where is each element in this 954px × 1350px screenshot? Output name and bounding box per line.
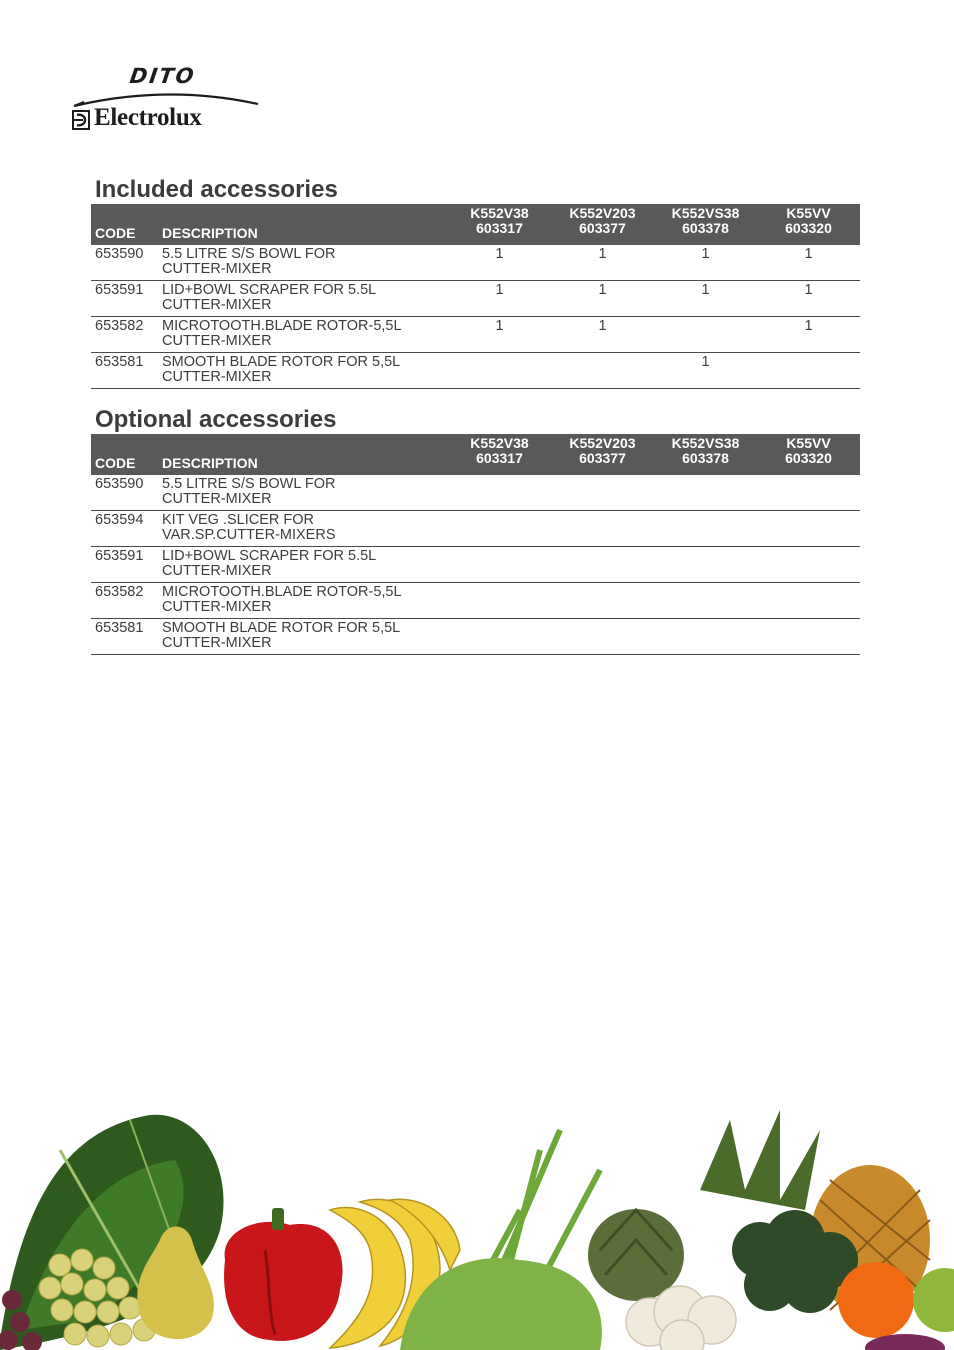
electrolux-wordmark: Electrolux	[94, 104, 202, 131]
cell-quantity	[654, 511, 757, 547]
column-header-code: CODE	[95, 225, 136, 241]
cell-quantity	[448, 511, 551, 547]
table-row	[91, 317, 860, 353]
cell-quantity: 1	[654, 353, 757, 389]
column-header-model	[757, 434, 860, 475]
cell-quantity	[757, 475, 860, 511]
cell-quantity	[654, 619, 757, 655]
description-line: CUTTER-MIXER	[162, 333, 272, 349]
description-line: SMOOTH BLADE ROTOR FOR 5,5L	[162, 620, 401, 636]
column-header-model	[551, 204, 654, 245]
model-code: 603377	[579, 220, 626, 236]
cell-description	[158, 281, 448, 317]
description-line: CUTTER-MIXER	[162, 261, 272, 277]
model-code: 603317	[476, 220, 523, 236]
cell-quantity	[654, 317, 757, 353]
table-row	[91, 353, 860, 389]
description-line: SMOOTH BLADE ROTOR FOR 5,5L	[162, 354, 401, 370]
model-name: K552VS38	[671, 205, 740, 221]
cell-quantity	[551, 619, 654, 655]
cell-quantity	[654, 547, 757, 583]
table-body	[91, 475, 860, 655]
cell-code: 653581	[91, 353, 158, 389]
model-name: K55VV	[786, 435, 831, 451]
table-header-row	[91, 204, 860, 245]
dito-wordmark: DITO	[128, 64, 198, 88]
optional-accessories-section	[91, 406, 859, 655]
cell-code: 653582	[91, 583, 158, 619]
optional-accessories-table	[91, 434, 860, 655]
cell-description	[158, 547, 448, 583]
column-header-model	[757, 204, 860, 245]
cell-quantity	[654, 475, 757, 511]
brand-logo	[72, 62, 272, 134]
model-name: K552VS38	[671, 435, 740, 451]
model-name: K552V203	[569, 205, 636, 221]
cell-quantity: 1	[448, 281, 551, 317]
model-name: K55VV	[786, 205, 831, 221]
cell-code: 653591	[91, 281, 158, 317]
cell-quantity	[757, 511, 860, 547]
cell-quantity	[448, 619, 551, 655]
description-line: LID+BOWL SCRAPER FOR 5.5L	[162, 548, 377, 564]
description-line: VAR.SP.CUTTER-MIXERS	[162, 527, 336, 543]
cell-quantity: 1	[654, 245, 757, 281]
cell-quantity	[551, 583, 654, 619]
description-line: LID+BOWL SCRAPER FOR 5.5L	[162, 282, 377, 298]
included-accessories-section	[91, 176, 859, 389]
model-code: 603320	[785, 220, 832, 236]
cell-description	[158, 475, 448, 511]
cell-quantity	[757, 353, 860, 389]
cell-description	[158, 317, 448, 353]
cell-description	[158, 511, 448, 547]
cell-quantity	[551, 511, 654, 547]
cell-description	[158, 583, 448, 619]
section-title: Optional accessories	[95, 406, 337, 433]
cell-quantity: 1	[551, 245, 654, 281]
table-row	[91, 547, 860, 583]
cell-code: 653581	[91, 619, 158, 655]
cell-code: 653582	[91, 317, 158, 353]
cell-quantity: 1	[448, 245, 551, 281]
cell-code: 653591	[91, 547, 158, 583]
table-row	[91, 475, 860, 511]
description-line: CUTTER-MIXER	[162, 369, 272, 385]
vegetables-fruit-illustration	[0, 1090, 954, 1350]
table-row	[91, 511, 860, 547]
table-body	[91, 245, 860, 389]
description-line: KIT VEG .SLICER FOR	[162, 512, 315, 528]
column-header-model	[448, 204, 551, 245]
model-code: 603320	[785, 450, 832, 466]
cell-quantity: 1	[551, 317, 654, 353]
column-header-model	[448, 434, 551, 475]
table-row	[91, 619, 860, 655]
table-row	[91, 245, 860, 281]
cell-quantity	[757, 619, 860, 655]
cell-description	[158, 619, 448, 655]
cell-quantity	[551, 475, 654, 511]
cell-quantity: 1	[757, 317, 860, 353]
table-row	[91, 281, 860, 317]
cell-quantity	[551, 353, 654, 389]
cell-code: 653590	[91, 475, 158, 511]
description-line: 5.5 LITRE S/S BOWL FOR	[162, 246, 336, 262]
description-line: CUTTER-MIXER	[162, 563, 272, 579]
column-header-model	[654, 204, 757, 245]
cell-quantity: 1	[757, 245, 860, 281]
cell-code: 653590	[91, 245, 158, 281]
model-code: 603317	[476, 450, 523, 466]
cell-quantity	[448, 547, 551, 583]
cell-quantity	[757, 583, 860, 619]
artichoke	[588, 1209, 684, 1301]
description-line: MICROTOOTH.BLADE ROTOR-5,5L	[162, 584, 402, 600]
cell-quantity: 1	[551, 281, 654, 317]
table-header-row	[91, 434, 860, 475]
table-row	[91, 583, 860, 619]
cell-quantity	[448, 353, 551, 389]
section-title: Included accessories	[95, 176, 338, 203]
column-header-model	[654, 434, 757, 475]
cell-code: 653594	[91, 511, 158, 547]
red-pepper	[224, 1208, 342, 1341]
description-line: CUTTER-MIXER	[162, 635, 272, 651]
description-line: CUTTER-MIXER	[162, 297, 272, 313]
column-header-description: DESCRIPTION	[162, 455, 258, 471]
description-line: 5.5 LITRE S/S BOWL FOR	[162, 476, 336, 492]
column-header-description: DESCRIPTION	[162, 225, 258, 241]
cell-description	[158, 353, 448, 389]
orange	[838, 1262, 914, 1338]
cell-quantity: 1	[654, 281, 757, 317]
cell-quantity	[448, 583, 551, 619]
column-header-code: CODE	[95, 455, 136, 471]
description-line: MICROTOOTH.BLADE ROTOR-5,5L	[162, 318, 402, 334]
cell-description	[158, 245, 448, 281]
model-code: 603378	[682, 450, 729, 466]
description-line: CUTTER-MIXER	[162, 491, 272, 507]
model-code: 603378	[682, 220, 729, 236]
cell-quantity	[757, 547, 860, 583]
model-code: 603377	[579, 450, 626, 466]
cell-quantity: 1	[448, 317, 551, 353]
electrolux-emblem-icon	[72, 110, 90, 130]
model-name: K552V203	[569, 435, 636, 451]
included-accessories-table	[91, 204, 860, 389]
cell-quantity	[448, 475, 551, 511]
cell-quantity	[551, 547, 654, 583]
model-name: K552V38	[470, 205, 529, 221]
model-name: K552V38	[470, 435, 529, 451]
cell-quantity: 1	[757, 281, 860, 317]
description-line: CUTTER-MIXER	[162, 599, 272, 615]
cell-quantity	[654, 583, 757, 619]
column-header-model	[551, 434, 654, 475]
